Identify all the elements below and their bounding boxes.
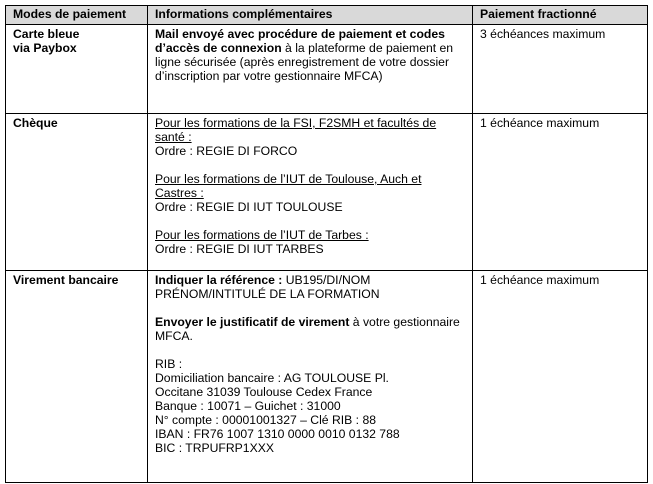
mode-cell — [6, 271, 148, 483]
header-modes: Modes de paiement — [6, 6, 148, 25]
justificatif-block — [155, 315, 466, 343]
rib-line: Domiciliation bancaire : AG TOULOUSE Pl. — [155, 371, 389, 385]
table-row-cheque — [6, 114, 648, 271]
payment-modes-table — [5, 5, 648, 483]
ordre-group-title: Pour les formations de l’IUT de Tarbes : — [155, 228, 369, 242]
rib-line: Occitane 31039 Toulouse Cedex France — [155, 385, 373, 399]
mode-line: Virement bancaire — [13, 273, 119, 287]
mode-line: Chèque — [13, 116, 58, 130]
table-row-virement — [6, 271, 648, 483]
info-cell — [148, 114, 473, 271]
info-cell — [148, 25, 473, 114]
justificatif-label: Envoyer le justificatif de virement — [155, 315, 350, 329]
ordre-value: Ordre : REGIE DI FORCO — [155, 144, 298, 158]
mode-cell — [6, 25, 148, 114]
header-row — [6, 6, 648, 25]
fractionne-cell: 1 échéance maximum — [473, 114, 648, 271]
mode-line: via Paybox — [13, 41, 77, 55]
mode-line: Carte bleue — [13, 27, 80, 41]
fractionne-cell: 3 échéances maximum — [473, 25, 648, 114]
reference-label: Indiquer la référence : — [155, 273, 283, 287]
info-bold: Mail envoyé avec procédure de paiement et codes d’accès de connexion — [155, 27, 445, 55]
ordre-value: Ordre : REGIE DI IUT TOULOUSE — [155, 200, 343, 214]
info-cell — [148, 271, 473, 483]
rib-line: BIC : TRPUFRP1XXX — [155, 441, 274, 455]
mode-cell — [6, 114, 148, 271]
rib-line: Banque : 10071 – Guichet : 31000 — [155, 399, 341, 413]
ordre-group-title: Pour les formations de la FSI, F2SMH et facultés de santé : — [155, 116, 437, 144]
reference-block — [155, 273, 466, 301]
ordre-group-title: Pour les formations de l’IUT de Toulouse, Auch et Castres : — [155, 172, 422, 200]
header-fractionne: Paiement fractionné — [473, 6, 648, 25]
header-infos: Informations complémentaires — [148, 6, 473, 25]
table-row-carte — [6, 25, 648, 114]
fractionne-cell: 1 échéance maximum — [473, 271, 648, 483]
rib-line: RIB : — [155, 357, 183, 371]
ordre-value: Ordre : REGIE DI IUT TARBES — [155, 242, 324, 256]
reference-value: UB195/DI/NOM PRÉNOM/INTITULÉ DE LA FORMATION — [155, 273, 380, 301]
rib-line: IBAN : FR76 1007 1310 0000 0010 0132 788 — [155, 427, 400, 441]
rib-line: N° compte : 00001001327 – Clé RIB : 88 — [155, 413, 376, 427]
justificatif-text: à votre gestionnaire MFCA. — [155, 315, 460, 343]
info-text: à la plateforme de paiement en ligne sécurisée (après enregistrement de votre dossier d’inscription par votre gestionnaire MFCA) — [155, 41, 454, 83]
